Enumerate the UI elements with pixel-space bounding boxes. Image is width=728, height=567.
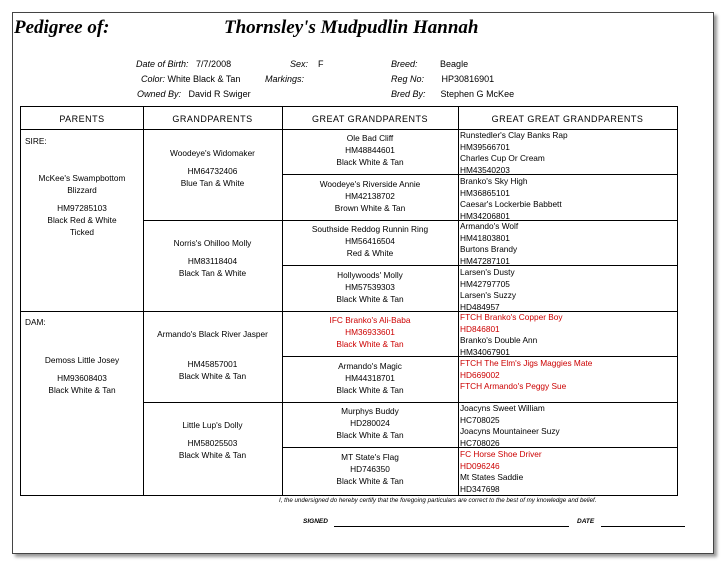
great-grandparent-4: Hollywoods' Molly HM57539303 Black White & Tan <box>336 270 404 304</box>
grandparent-4: Little Lup's Dolly HM58025503 Black White & Tan <box>178 420 247 460</box>
grandparent-2: Norris's Ohilloo Molly HM83118404 Black Tan & White <box>173 238 252 278</box>
grandparent-1: Woodeye's Widomaker HM64732406 Blue Tan & White <box>170 148 255 188</box>
dam-label: DAM: <box>25 317 46 327</box>
date-label: DATE <box>577 518 595 525</box>
dob-row: Date of Birth: 7/7/2008 <box>136 59 232 69</box>
color-row: Color: White Black & Tan <box>141 74 241 84</box>
dob-value: 7/7/2008 <box>196 59 232 69</box>
bred-value: Stephen G McKee <box>440 89 515 99</box>
pedigree-label: Pedigree of: <box>14 17 110 38</box>
great-great-grandparents-5: FTCH Branko's Copper Boy HD846801 Branko's Double Ann HM34067901 <box>460 312 563 357</box>
dog-name: Thornsley's Mudpudlin Hannah <box>224 17 479 38</box>
great-grandparent-3: Southside Reddog Runnin Ring HM56416504 Red & White <box>311 224 429 258</box>
sire-label: SIRE: <box>25 136 47 146</box>
great-grandparent-6: Armando's Magic HM44318701 Black White & Tan <box>336 361 404 395</box>
pedigree-table <box>20 106 678 496</box>
sire-entry: McKee's Swampbottom Blizzard HM97285103 Black Red & White Ticked <box>38 173 126 237</box>
owned-row: Owned By: David R Swiger <box>137 89 251 99</box>
great-great-grandparents-8: FC Horse Shoe Driver HD096246 Mt States Saddie HD347698 <box>460 449 542 494</box>
sex-value: F <box>318 59 324 69</box>
markings-row: Markings: <box>265 74 305 84</box>
certification-text: I, the undersigned do hereby certify that the foregoing particulars are correct to the best of my knowledge and belief. <box>279 497 597 504</box>
great-great-grandparents-1: Runstedler's Clay Banks Rap HM39566701 Charles Cup Or Cream HM43540203 <box>460 130 568 175</box>
signed-label: SIGNED <box>303 518 328 525</box>
great-great-grandparents-6: FTCH The Elm's Jigs Maggies Mate HD669002 FTCH Armando's Peggy Sue <box>460 358 593 391</box>
great-grandparent-5: IFC Branko's Ali-Baba HM36933601 Black White & Tan <box>329 315 411 349</box>
great-great-grandparents-2: Branko's Sky High HM36865101 Caesar's Lockerbie Babbett HM34206801 <box>460 176 562 221</box>
breed-row: Breed: Beagle <box>391 59 469 69</box>
color-value: White Black & Tan <box>167 74 241 84</box>
great-grandparent-1: Ole Bad Cliff HM48844601 Black White & Tan <box>336 133 404 167</box>
sex-row: Sex: F <box>290 59 324 69</box>
col-header-great-grandparents: GREAT GRANDPARENTS <box>311 114 428 124</box>
reg-value: HP30816901 <box>441 74 495 84</box>
great-grandparent-2: Woodeye's Riverside Annie HM42138702 Brown White & Tan <box>319 179 421 213</box>
great-great-grandparents-7: Joacyns Sweet William HC708025 Joacyns Mountaineer Suzy HC708026 <box>460 403 560 448</box>
great-great-grandparents-4: Larsen's Dusty HM42797705 Larsen's Suzzy HD484957 <box>460 267 516 312</box>
col-header-great-great-grandparents: GREAT GREAT GRANDPARENTS <box>491 114 644 124</box>
breed-value: Beagle <box>440 59 469 69</box>
col-header-parents: PARENTS <box>59 114 105 124</box>
great-great-grandparents-3: Armando's Wolf HM41803801 Burtons Brandy HM47287101 <box>460 221 519 266</box>
owned-value: David R Swiger <box>188 89 251 99</box>
col-header-grandparents: GRANDPARENTS <box>172 114 253 124</box>
signature-line[interactable] <box>334 526 569 527</box>
great-grandparent-7: Murphys Buddy HD280024 Black White & Tan <box>336 406 404 440</box>
dam-entry: Demoss Little Josey HM93608403 Black White & Tan <box>44 355 120 395</box>
grandparent-3: Armando's Black River Jasper HM45857001 Black White & Tan <box>157 329 268 381</box>
great-grandparent-8: MT State's Flag HD746350 Black White & Tan <box>336 452 404 486</box>
date-line[interactable] <box>601 526 685 527</box>
reg-row: Reg No: HP30816901 <box>391 74 495 84</box>
bred-row: Bred By: Stephen G McKee <box>391 89 515 99</box>
